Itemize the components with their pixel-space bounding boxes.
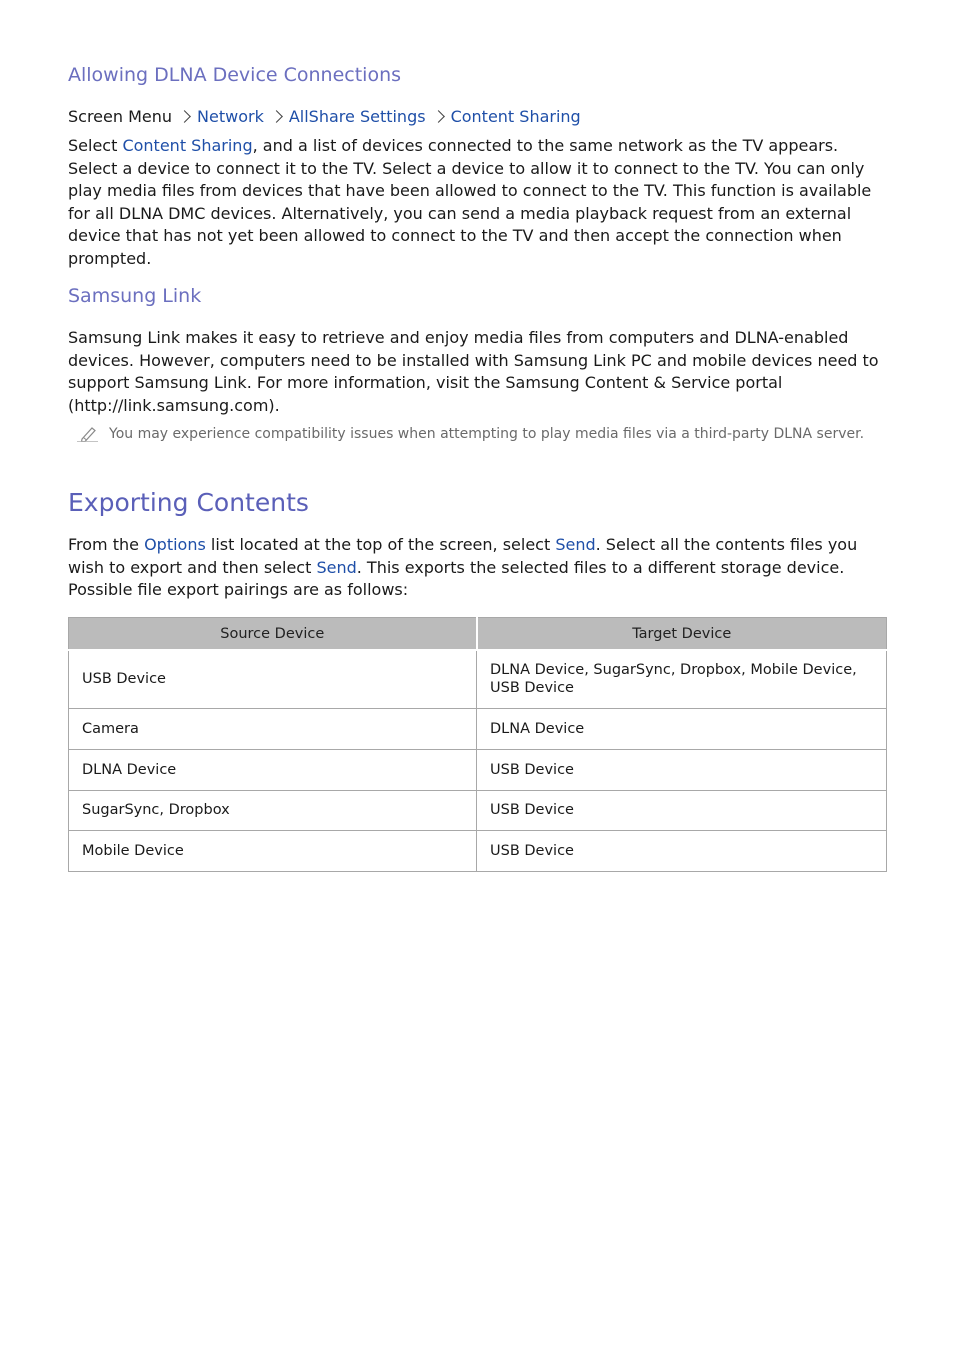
text-run: . This exports the selected files to a different storage device. Possible file export pairings are as follows: (68, 557, 845, 600)
table-row (69, 749, 887, 790)
text-run: Select (68, 136, 123, 155)
table-header-row (69, 618, 887, 651)
table-cell-source: Mobile Device (69, 830, 477, 871)
table-cell-target: USB Device (477, 790, 887, 830)
table-cell-source: SugarSync, Dropbox (69, 790, 477, 830)
table-cell-source: DLNA Device (69, 749, 477, 790)
column-header-source: Source Device (69, 618, 477, 651)
text-run: list located at the top of the screen, select (205, 535, 556, 554)
export-pairings-table (68, 617, 887, 872)
section-heading-dlna: Allowing DLNA Device Connections (68, 64, 402, 86)
breadcrumb-item-network: Network (197, 107, 264, 126)
menu-term-options: Options (144, 535, 206, 554)
paragraph-content-sharing (68, 135, 886, 271)
chevron-right-icon (432, 110, 445, 123)
note-text: You may experience compatibility issues when attempting to play media files via a third-party DLNA server. (109, 426, 865, 442)
table-row (69, 830, 887, 871)
text-run: , and a list of devices connected to the same network as the TV appears. Select a device to connect it to the TV. Select a device to allow it to connect to the TV. You can only play media files from devices that have been allowed to connect to the TV. This function is available for all DLNA DMC devices. Alternatively, you can send a media playback request from an external device that has not yet been allowed to connect to the TV and then accept the connection when prompted. (68, 136, 872, 268)
table-cell-target: DLNA Device, SugarSync, Dropbox, Mobile Device, USB Device (477, 650, 887, 708)
table-cell-source: Camera (69, 708, 477, 749)
text-run: From the (68, 535, 145, 554)
table-cell-target: USB Device (477, 749, 887, 790)
pencil-icon (74, 426, 106, 442)
note (68, 426, 886, 444)
breadcrumb (68, 106, 581, 128)
table-cell-target: DLNA Device (477, 708, 887, 749)
section-heading-samsung-link: Samsung Link (68, 285, 202, 307)
chevron-right-icon (178, 110, 191, 123)
table-cell-source: USB Device (69, 650, 477, 708)
column-header-target: Target Device (477, 618, 887, 651)
table-cell-target: USB Device (477, 830, 887, 871)
breadcrumb-item-content-sharing: Content Sharing (450, 107, 581, 126)
menu-term-content-sharing: Content Sharing (122, 136, 253, 155)
paragraph-exporting (68, 534, 886, 602)
menu-term-send: Send (316, 557, 357, 577)
menu-term-send: Send (555, 535, 596, 554)
chevron-right-icon (270, 110, 283, 123)
table-row (69, 708, 887, 749)
text-run: . Select all the contents files you wish to export and then select (68, 535, 858, 577)
page-title-exporting-contents: Exporting Contents (68, 488, 309, 517)
breadcrumb-root: Screen Menu (68, 107, 173, 126)
paragraph-samsung-link: Samsung Link makes it easy to retrieve and enjoy media files from computers and DLNA-enabled devices. However, computers need to be installed with Samsung Link PC and mobile devices need to support Samsung Link. For more information, visit the Samsung Content & Service portal (http://link.samsung.com). (68, 328, 879, 415)
table-row (69, 650, 887, 708)
table-row (69, 790, 887, 830)
breadcrumb-item-allshare-settings: AllShare Settings (288, 107, 426, 126)
